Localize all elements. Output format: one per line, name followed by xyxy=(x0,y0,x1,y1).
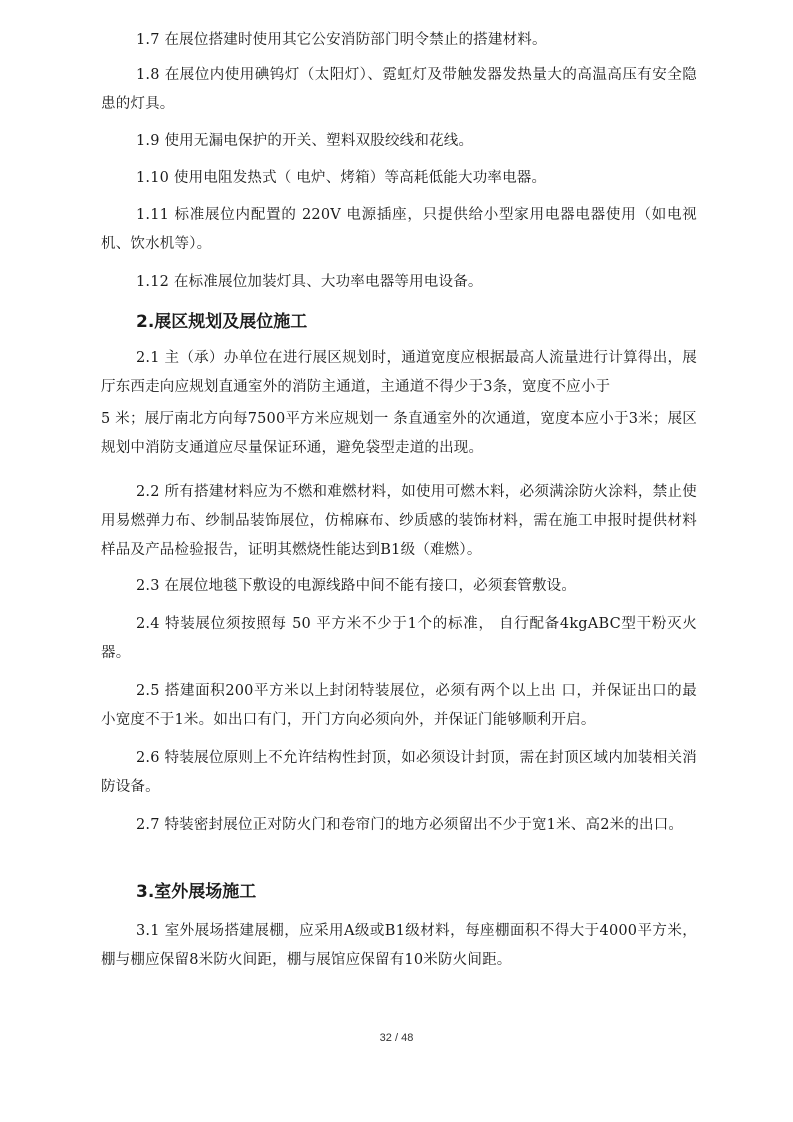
paragraph-2-1: 2.1 主（承）办单位在进行展区规划时，通道宽度应根据最高人流量进行计算得出，展厅东西走向应规划直通室外的消防主通道，主通道不得少于3条，宽度不应小于 xyxy=(101,350,697,395)
paragraph-1-12: 1.12 在标准展位加装灯具、大功率电器等用电设备。 xyxy=(136,274,483,290)
paragraph-2-7: 2.7 特装密封展位正对防火门和卷帘门的地方必须留出不少于宽1米、高2米的出口。 xyxy=(136,817,684,833)
paragraph-1-8: 1.8 在展位内使用碘钨灯（太阳灯）、霓虹灯及带触发器发热量大的高温高压有安全隐患的灯具。 xyxy=(101,67,697,112)
paragraph-3-1: 3.1 室外展场搭建展棚，应采用A级或B1级材料，每座棚面积不得大于4000平方米，棚与棚应保留8米防火间距，棚与展馆应保留有10米防火间距。 xyxy=(101,923,697,968)
paragraph-2-5: 2.5 搭建面积200平方米以上封闭特装展位，必须有两个以上出 口，并保证出口的最小宽度不于1米。如出口有门，开门方向必须向外，并保证门能够顺利开启。 xyxy=(101,683,697,728)
section-heading-3: 3.室外展场施工 xyxy=(136,882,257,902)
paragraph-1-9: 1.9 使用无漏电保护的开关、塑料双股绞线和花线。 xyxy=(136,133,474,149)
paragraph-1-11: 1.11 标准展位内配置的 220V 电源插座，只提供给小型家用电器电器使用（如电视机、饮水机等）。 xyxy=(101,207,697,252)
paragraph-2-4: 2.4 特装展位须按照每 50 平方米不少于1个的标准， 自行配备4kgABC型干粉灭火器。 xyxy=(101,616,697,661)
paragraph-1-10: 1.10 使用电阻发热式（ 电炉、烤箱）等高耗低能大功率电器。 xyxy=(136,170,547,186)
paragraph-2-2: 2.2 所有搭建材料应为不燃和难燃材料，如使用可燃木料，必须满涂防火涂料，禁止使用易燃弹力布、纱制品装饰展位，仿棉麻布、纱质感的装饰材料，需在施工申报时提供材料样品及产品检验报告，证明其燃烧性能达到B1级（难燃）。 xyxy=(101,484,697,558)
paragraph-1-7: 1.7 在展位搭建时使用其它公安消防部门明令禁止的搭建材料。 xyxy=(136,32,547,48)
section-heading-2: 2.展区规划及展位施工 xyxy=(136,312,308,332)
paragraph-2-6: 2.6 特装展位原则上不允许结构性封顶，如必须设计封顶，需在封顶区域内加装相关消防设备。 xyxy=(101,750,697,795)
page-number: 32 / 48 xyxy=(379,1032,414,1044)
paragraph-2-3: 2.3 在展位地毯下敷设的电源线路中间不能有接口，必须套管敷设。 xyxy=(136,578,577,594)
paragraph-2-1-cont: 5 米；展厅南北方向每7500平方米应规划一 条直通室外的次通道，宽度本应小于3米；展区规划中消防支通道应尽量保证环通，避免袋型走道的出现。 xyxy=(101,411,697,456)
